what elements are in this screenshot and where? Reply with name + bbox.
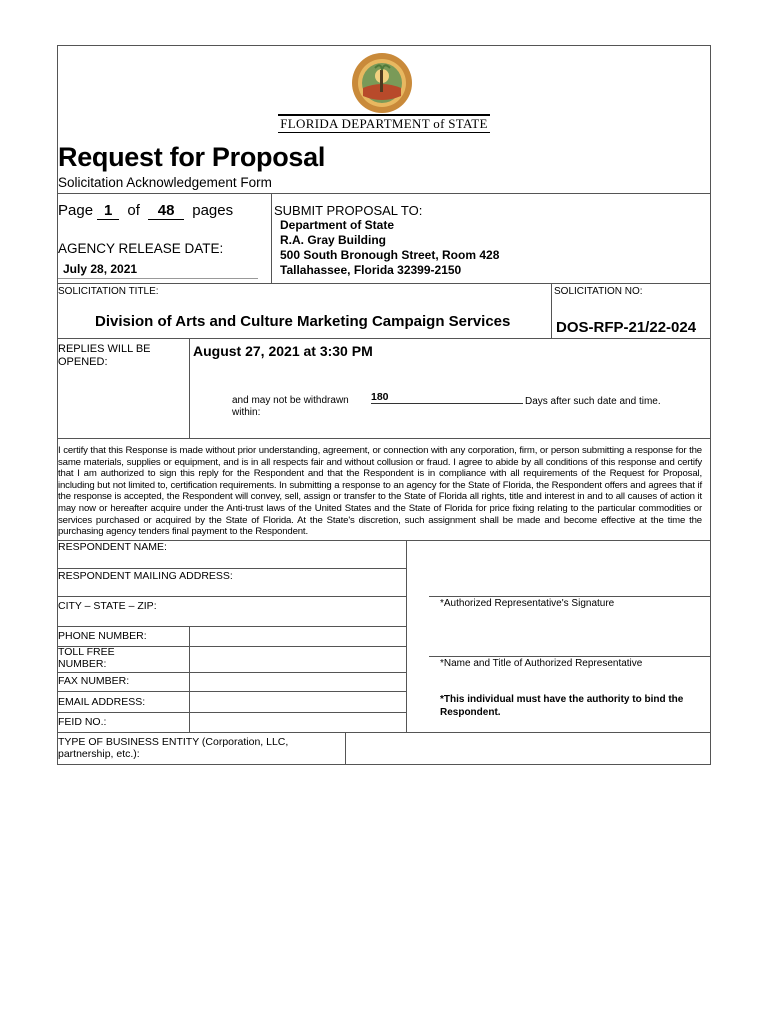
- certification-text: I certify that this Response is made without prior understanding, agreement, or connection with any corporation, firm, or person submitting a response for the same materials, supplies or equipment, and is in all respects fair and without collusion or fraud. I agree to abide by all conditions of this response and certify that I am authorized to sign this reply for the Respondent and that the Respondent is in compliance with all requirements of the Request for Proposal, including but not limited to, certification requirements. In submitting a response to an agency for the State of Florida, the Respondent offers and agrees that if the response is accepted, the Respondent will convey, sell, assign or transfer to the State of Florida all rights, title and interest in and to all causes of action it may now or hereafter acquire under the Anti-trust laws of the United States and the State of Florida for price fixing relating to the particular commodities or services purchased or acquired by the State of Florida. At the State's discretion, such assignment shall be made and become effective at the time the purchasing agency tenders final payment to the Respondent.: [58, 445, 702, 538]
- authority-note: *This individual must have the authority to bind the Respondent.: [440, 694, 684, 718]
- divider: [57, 712, 406, 713]
- toll-free-label: TOLL FREE NUMBER:: [58, 646, 115, 670]
- withdraw-days: 180: [371, 391, 523, 404]
- divider: [271, 193, 272, 283]
- divider: [57, 283, 711, 284]
- page-title: Request for Proposal: [58, 142, 326, 172]
- feid-label: FEID NO.:: [58, 716, 107, 728]
- divider: [57, 672, 406, 673]
- solicitation-number: DOS-RFP-21/22-024: [556, 319, 697, 336]
- florida-seal-icon: [349, 52, 415, 114]
- name-title-line: [429, 656, 711, 657]
- address-line: Department of State: [280, 218, 395, 232]
- pages-label: pages: [192, 202, 234, 219]
- solicitation-no-label: SOLICITATION NO:: [554, 286, 643, 297]
- divider: [57, 338, 711, 339]
- name-title-label: *Name and Title of Authorized Representative: [440, 658, 643, 669]
- divider: [57, 596, 406, 597]
- days-suffix: Days after such date and time.: [525, 396, 661, 407]
- page-subtitle: Solicitation Acknowledgement Form: [58, 175, 272, 190]
- divider: [345, 732, 346, 765]
- of-label: of: [127, 202, 140, 219]
- divider: [189, 626, 190, 732]
- release-date-line: [58, 278, 258, 279]
- submit-label: SUBMIT PROPOSAL TO:: [274, 203, 423, 218]
- page-counter: [58, 202, 233, 220]
- email-label: EMAIL ADDRESS:: [58, 696, 146, 708]
- divider: [57, 438, 711, 439]
- divider: [57, 732, 711, 733]
- replies-datetime: August 27, 2021 at 3:30 PM: [193, 343, 373, 359]
- divider: [57, 193, 711, 194]
- respondent-name-label: RESPONDENT NAME:: [58, 541, 167, 553]
- divider: [406, 540, 407, 732]
- replies-label: REPLIES WILL BE OPENED:: [58, 343, 151, 368]
- phone-label: PHONE NUMBER:: [58, 630, 147, 642]
- solicitation-title-label: SOLICITATION TITLE:: [58, 286, 159, 297]
- withdraw-label: and may not be withdrawn within:: [232, 395, 349, 418]
- page-label: Page: [58, 202, 94, 219]
- address-line: 500 South Bronough Street, Room 428: [280, 248, 500, 262]
- divider: [57, 626, 406, 627]
- release-date-label: AGENCY RELEASE DATE:: [58, 241, 224, 256]
- submit-address: [280, 218, 499, 278]
- solicitation-title: Division of Arts and Culture Marketing Campaign Services: [95, 313, 511, 330]
- fax-label: FAX NUMBER:: [58, 675, 130, 687]
- divider: [57, 568, 406, 569]
- divider: [189, 338, 190, 438]
- page-number: 1: [97, 202, 119, 220]
- mailing-address-label: RESPONDENT MAILING ADDRESS:: [58, 570, 233, 582]
- signature-label: *Authorized Representative's Signature: [440, 598, 615, 609]
- address-line: R.A. Gray Building: [280, 233, 387, 247]
- city-state-zip-label: CITY – STATE – ZIP:: [58, 600, 157, 612]
- divider: [57, 691, 406, 692]
- department-logo-text: FLORIDA DEPARTMENT of STATE: [278, 114, 490, 133]
- divider: [551, 283, 552, 339]
- total-pages: 48: [148, 202, 184, 220]
- business-entity-label: TYPE OF BUSINESS ENTITY (Corporation, LLC, partnership, etc.):: [58, 736, 289, 760]
- release-date-value: July 28, 2021: [63, 262, 138, 276]
- address-line: Tallahassee, Florida 32399-2150: [280, 263, 462, 277]
- signature-line: [429, 596, 711, 597]
